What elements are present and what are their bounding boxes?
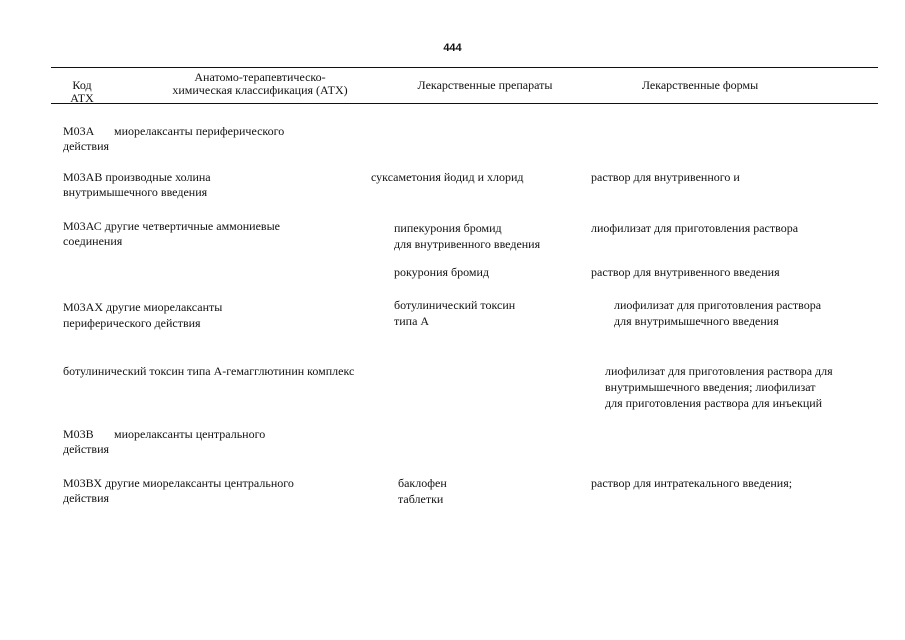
row-m03bx-classification: М03ВХ другие миорелаксанты центрального: [63, 476, 294, 490]
row-m03ac-form-2: раствор для внутривенного введения: [591, 265, 780, 279]
row-m03b-name-cont: действия: [63, 442, 110, 456]
row-m03ax-drug: ботулинический токсин типа А: [394, 298, 516, 328]
table-top-rule: [51, 67, 878, 68]
row-m03a-name-cont: действия: [63, 139, 110, 153]
table-header-bottom-rule: [51, 103, 878, 104]
row-m03a-name: миорелаксанты периферического: [114, 124, 285, 138]
page-number: 444: [443, 42, 462, 54]
row-m03ab-form: раствор для внутривенного и: [591, 170, 740, 184]
row-m03ac-classification-cont: соединения: [63, 234, 123, 248]
row-m03b-name: миорелаксанты центрального: [114, 427, 266, 441]
header-atc-classification: Анатомо-терапевтическо- химическая классификация (АТХ): [172, 70, 348, 97]
header-drugs: Лекарственные препараты: [417, 78, 553, 92]
row-m03ab-classification-cont: внутримышечного введения: [63, 185, 208, 199]
header-code: Код АТХ: [70, 78, 94, 105]
row-m03bx-classification-cont: действия: [63, 491, 110, 505]
row-m03ac-drug-1: пипекурония бромид для внутривенного введения: [394, 221, 541, 251]
row-m03ax-form: лиофилизат для приготовления раствора для внутримышечного введения: [614, 298, 822, 328]
header-forms: Лекарственные формы: [641, 78, 759, 92]
row-m03a-code: М03А: [63, 124, 95, 138]
row-botulinum-complex-drug: ботулинический токсин типа А-гемагглютинин комплекс: [63, 364, 355, 378]
row-m03bx-form: раствор для интратекального введения;: [591, 476, 793, 490]
row-m03ac-form-1: лиофилизат для приготовления раствора: [591, 221, 799, 235]
row-m03bx-drug: баклофен таблетки: [398, 476, 447, 506]
row-botulinum-complex-form: лиофилизат для приготовления раствора для внутримышечного введения; лиофилизат для приготовления раствора для инъекций: [605, 364, 833, 410]
row-m03ac-classification: М03АС другие четвертичные аммониевые: [63, 219, 280, 233]
row-m03b-code: М03В: [63, 427, 94, 441]
row-m03ax-classification: М03АХ другие миорелаксанты: [63, 300, 223, 314]
row-m03ab-classification: М03АВ производные холина: [63, 170, 211, 184]
row-m03ac-drug-2: рокурония бромид: [394, 265, 490, 279]
row-m03ax-classification-cont: периферического действия: [63, 316, 201, 330]
row-m03ab-drug: суксаметония йодид и хлорид: [371, 170, 524, 184]
